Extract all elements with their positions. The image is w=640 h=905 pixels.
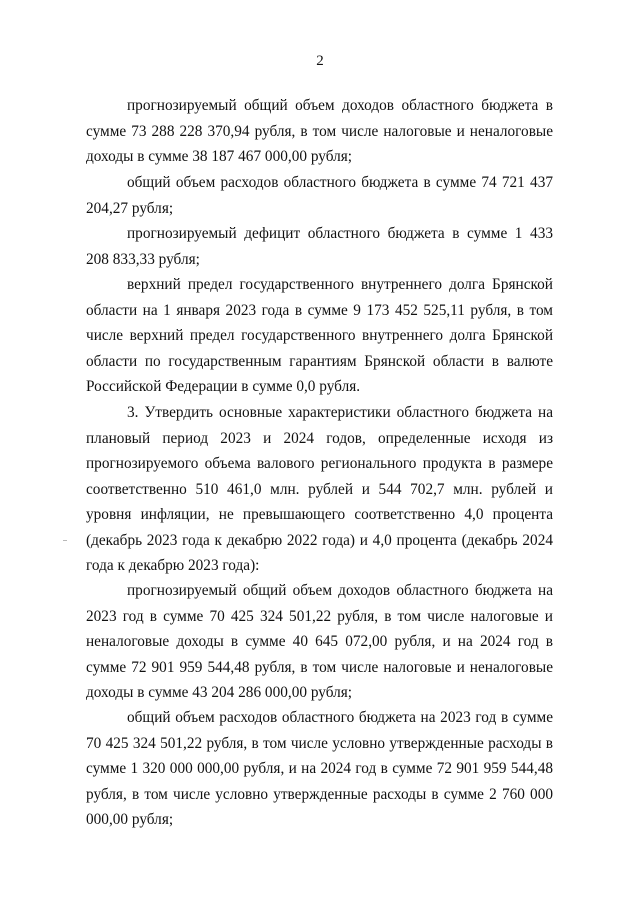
paragraph-projected-deficit: прогнозируемый дефицит областного бюджета в сумме 1 433 208 833,33 рубля; <box>86 225 553 268</box>
paragraph-projected-revenue-2023-2024: прогнозируемый общий объем доходов областного бюджета на 2023 год в сумме 70 425 324 501,22 рубля, в том числе налоговые и неналоговые доходы в сумме 40 645 072,00 рубля, и на 2024 год в сумме 72 901 959 544,48 рубля, в том числе налоговые и неналоговые доходы в сумме 43 204 286 000,00 рубля; <box>86 582 553 701</box>
page-number: 2 <box>316 53 324 69</box>
paragraph-item-3-planning-period: 3. Утвердить основные характеристики областного бюджета на плановый период 2023 и 2024 годов, определенные исходя из прогнозируемого объема валового регионального продукта в размере соответственно 510 461,0 млн. рублей и 544 702,7 млн. рублей и уровня инфляции, не превышающего соответственно 4,0 процента (декабрь 2023 года к декабрю 2022 года) и 4,0 процента (декабрь 2024 года к декабрю 2023 года): <box>86 404 553 574</box>
margin-mark <box>63 540 67 541</box>
paragraph-projected-revenue: прогнозируемый общий объем доходов областного бюджета в сумме 73 288 228 370,94 рубля, в том числе налоговые и неналоговые доходы в сумме 38 187 467 000,00 рубля; <box>86 97 553 165</box>
paragraph-total-expenditure: общий объем расходов областного бюджета в сумме 74 721 437 204,27 рубля; <box>86 174 553 217</box>
paragraph-total-expenditure-2023-2024: общий объем расходов областного бюджета на 2023 год в сумме 70 425 324 501,22 рубля, в том числе условно утвержденные расходы в сумме 1 320 000 000,00 рубля, и на 2024 год в сумме 72 901 959 544,48 рубля, в том числе условно утвержденные расходы в сумме 2 760 000 000,00 рубля; <box>86 709 553 828</box>
paragraph-debt-ceiling: верхний предел государственного внутреннего долга Брянской области на 1 января 2023 года в сумме 9 173 452 525,11 рубля, в том числе верхний предел государственного внутреннего долга Брянской области по государственным гарантиям Брянской области в валюте Российской Федерации в сумме 0,0 рубля. <box>86 276 553 395</box>
